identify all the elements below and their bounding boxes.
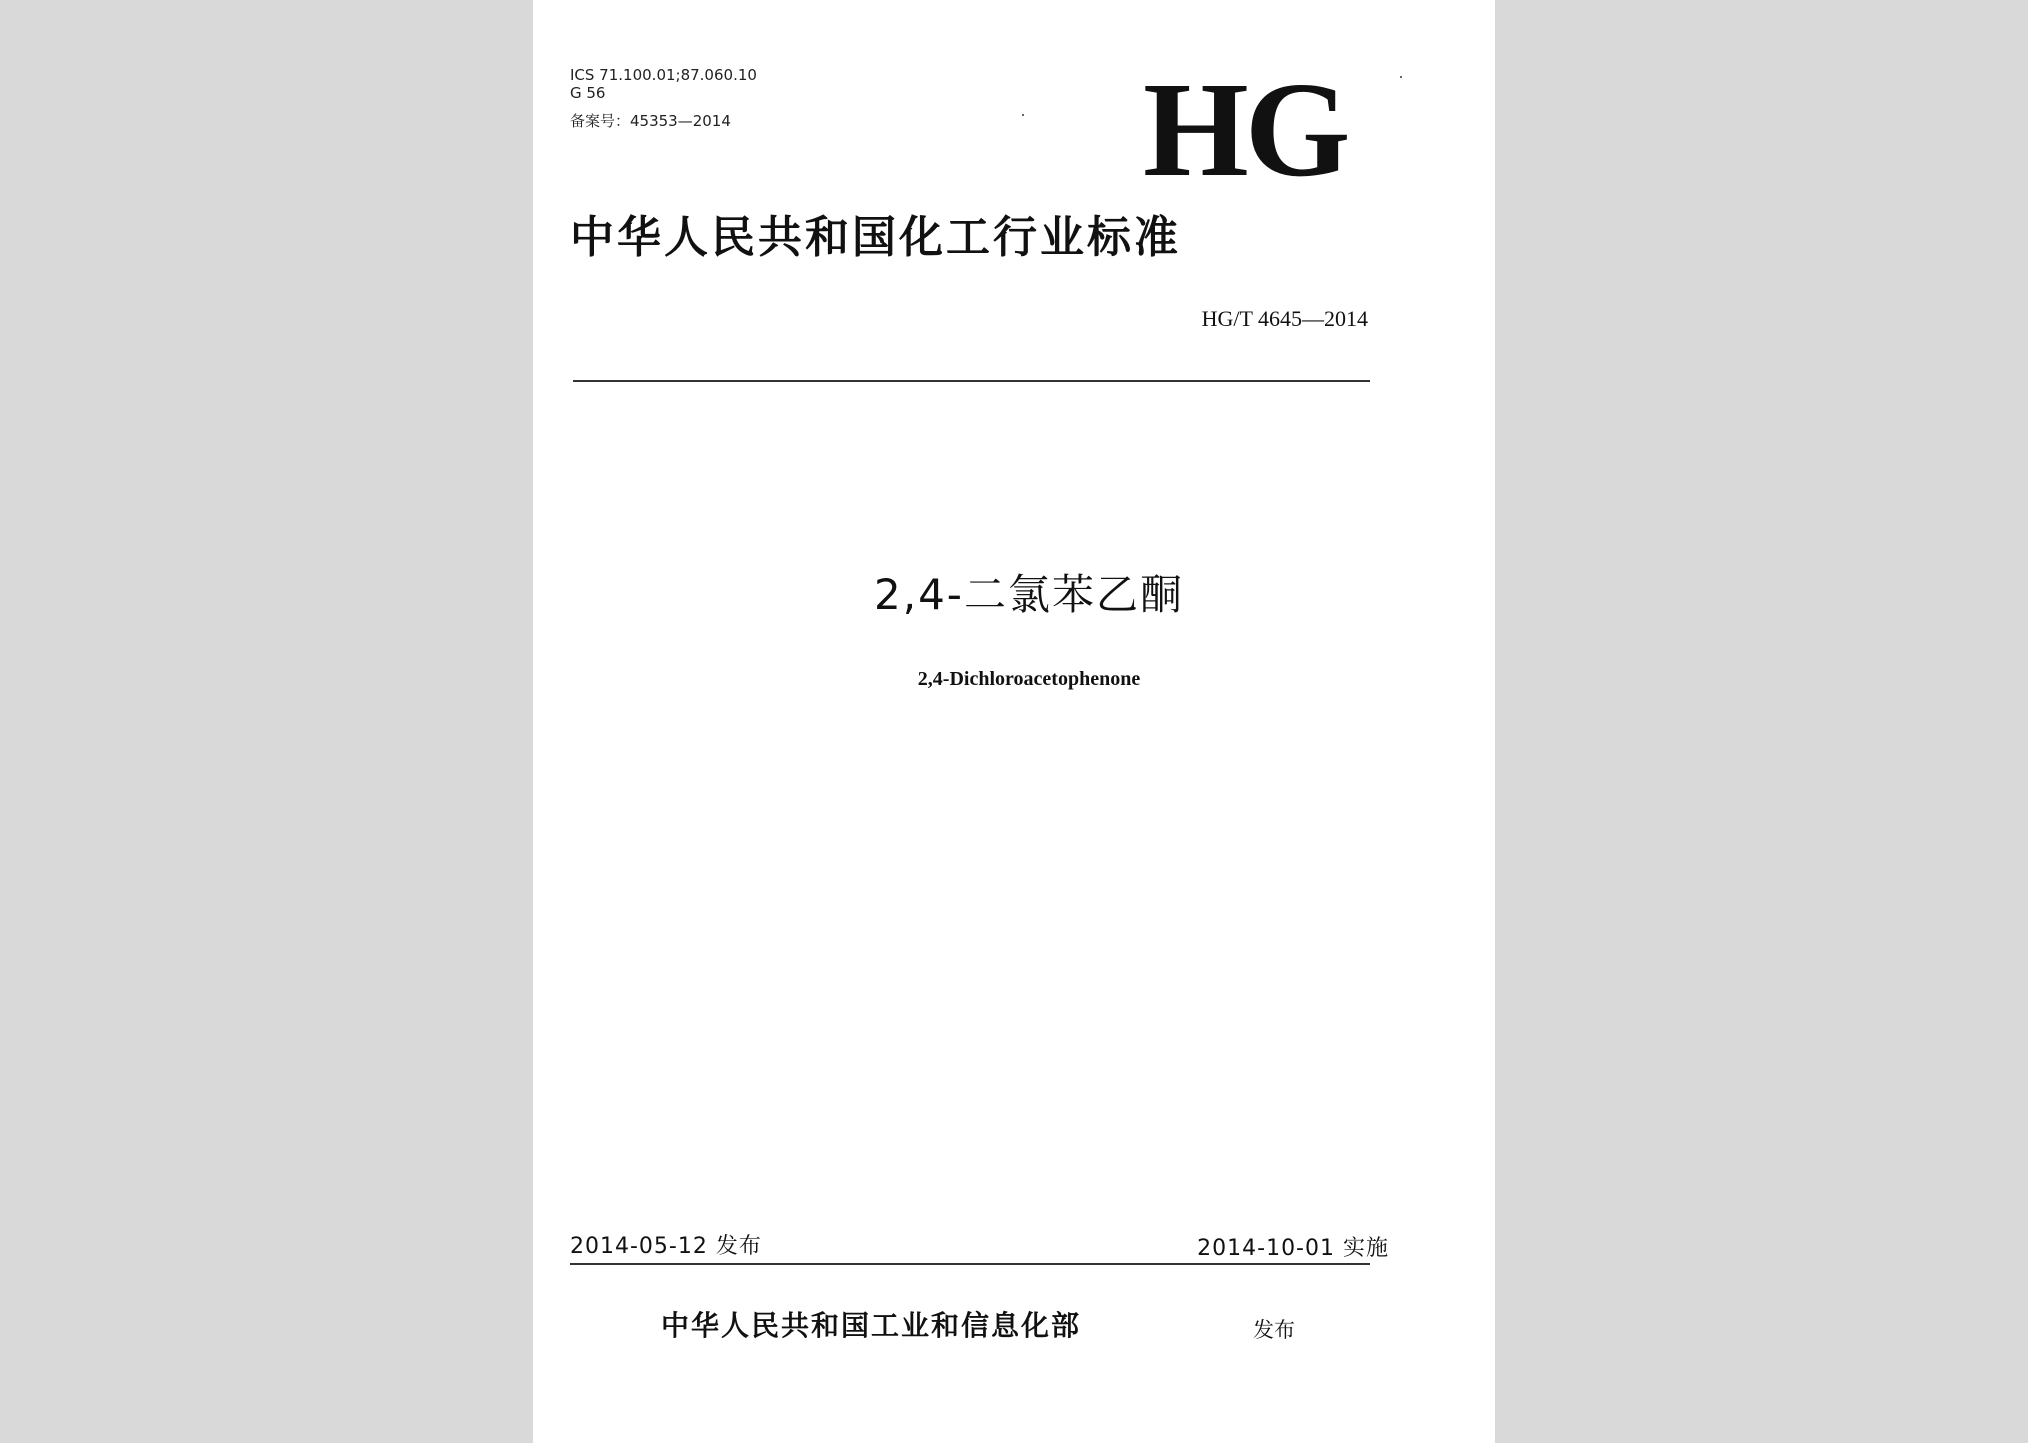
document-page [533, 0, 1495, 1443]
standard-title: 中华人民共和国化工行业标准 [570, 212, 1181, 263]
header-divider [573, 380, 1370, 382]
publisher-suffix: 发布 [1253, 1318, 1295, 1342]
effective-date: 2014-10-01 实施 [1197, 1236, 1389, 1261]
scan-speck [1022, 114, 1024, 116]
document-title-chinese: 2,4-二氯苯乙酮 [874, 570, 1184, 619]
ccs-code: G 56 [570, 84, 606, 102]
issue-date: 2014-05-12 发布 [570, 1234, 762, 1259]
publisher-name: 中华人民共和国工业和信息化部 [661, 1309, 1082, 1342]
ics-code: ICS 71.100.01;87.060.10 [570, 66, 757, 84]
standard-number: HG/T 4645—2014 [1201, 306, 1368, 331]
hg-logo: HG [1143, 55, 1347, 205]
footer-divider [570, 1263, 1370, 1265]
document-title-english: 2,4-Dichloroacetophenone [917, 668, 1141, 690]
record-number: 备案号：45353—2014 [570, 112, 731, 130]
scan-speck [1400, 76, 1402, 78]
